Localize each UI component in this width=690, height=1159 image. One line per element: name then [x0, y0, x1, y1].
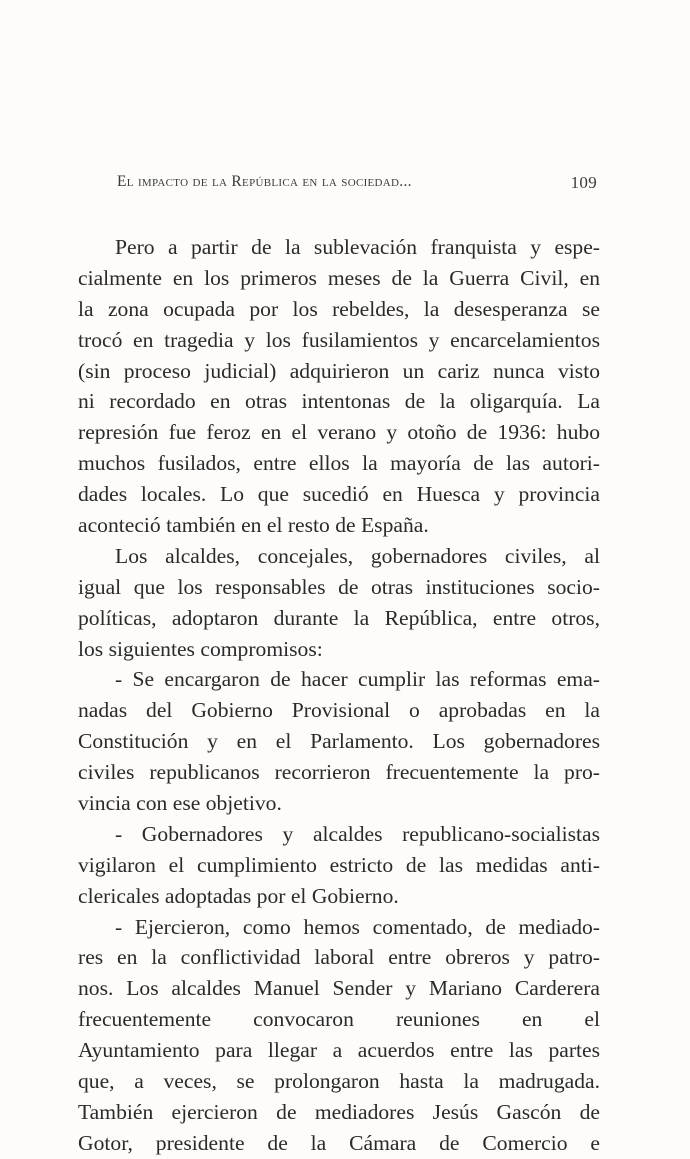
text-line: trocó en tragedia y los fusilamientos y encarcelamientos — [78, 327, 600, 352]
text-line: políticas, adoptaron durante la República, entre otros, — [78, 605, 600, 630]
running-title: El impacto de la República en la sociedad... — [117, 173, 412, 190]
text-line: civiles republicanos recorrieron frecuentemente la pro- — [78, 760, 600, 785]
text-line: (sin proceso judicial) adquirieron un cariz nunca visto — [78, 358, 600, 383]
text-line: Los alcaldes, concejales, gobernadores civiles, al — [115, 543, 600, 568]
text-line: Constitución y en el Parlamento. Los gobernadores — [78, 729, 600, 754]
text-line: los siguientes compromisos: — [78, 636, 323, 661]
text-line: frecuentemente convocaron reuniones en el — [78, 1007, 600, 1032]
text-line: clericales adoptadas por el Gobierno. — [78, 883, 399, 908]
text-line: También ejercieron de mediadores Jesús Gascón de — [78, 1099, 600, 1124]
text-line: Ayuntamiento para llegar a acuerdos entre las partes — [78, 1038, 600, 1063]
text-line: represión fue feroz en el verano y otoño de 1936: hubo — [78, 420, 600, 445]
text-line: aconteció también en el resto de España. — [78, 513, 429, 538]
text-line: res en la conflictividad laboral entre obreros y patro- — [78, 945, 600, 970]
text-line: - Se encargaron de hacer cumplir las reformas ema- — [115, 667, 600, 692]
text-line: - Ejercieron, como hemos comentado, de mediado- — [115, 914, 600, 939]
text-line: igual que los responsables de otras instituciones socio- — [78, 574, 600, 599]
text-line: nos. Los alcaldes Manuel Sender y Mariano Carderera — [78, 976, 600, 1001]
body-text — [78, 232, 600, 1159]
text-line: vigilaron el cumplimiento estricto de las medidas anti- — [78, 852, 600, 877]
text-line: vincia con ese objetivo. — [78, 791, 282, 816]
text-line: cialmente en los primeros meses de la Guerra Civil, en — [78, 265, 600, 290]
text-line: ni recordado en otras intentonas de la oligarquía. La — [78, 389, 600, 414]
text-line: Gotor, presidente de la Cámara de Comercio e — [78, 1130, 600, 1155]
running-header — [117, 173, 597, 201]
text-line: muchos fusilados, entre ellos la mayoría de las autori- — [78, 451, 600, 476]
text-line: que, a veces, se prolongaron hasta la madrugada. — [78, 1069, 600, 1094]
text-line: - Gobernadores y alcaldes republicano-socialistas — [115, 821, 600, 846]
text-line: dades locales. Lo que sucedió en Huesca y provincia — [78, 482, 600, 507]
text-line: Pero a partir de la sublevación franquista y espe- — [115, 235, 600, 259]
text-line: la zona ocupada por los rebeldes, la desesperanza se — [78, 296, 600, 321]
text-line: nadas del Gobierno Provisional o aprobadas en la — [78, 698, 600, 723]
page-number: 109 — [570, 173, 597, 192]
